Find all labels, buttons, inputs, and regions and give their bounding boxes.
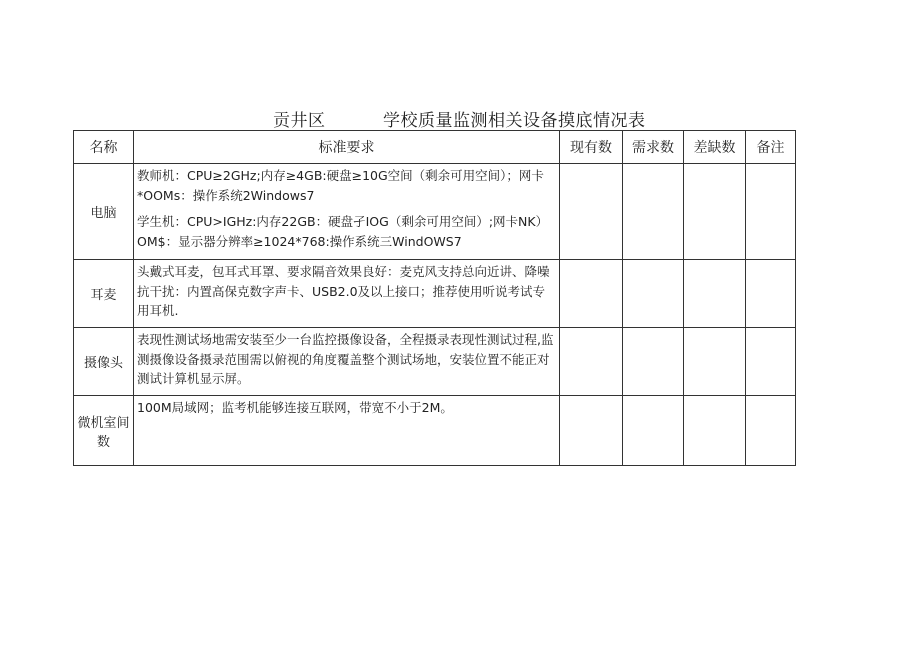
cell-existing[interactable]	[560, 328, 623, 396]
requirement-text: 学生机：CPU>IGHz:内存22GB：硬盘孑IOG（剩余可用空间）;网卡NK）OM$：显示器分辨率≥1024*768:操作系统三WindOWS7	[137, 214, 549, 249]
title-main: 学校质量监测相关设备摸底情况表	[383, 111, 646, 131]
table-row	[74, 260, 796, 328]
title-district: 贡井区	[273, 111, 326, 131]
cell-existing[interactable]	[560, 164, 623, 260]
table-row	[74, 328, 796, 396]
table-row	[74, 164, 796, 260]
row-name: 摄像头	[74, 328, 134, 396]
requirement-text: 头戴式耳麦，包耳式耳罩、要求隔音效果良好：麦克风支持总向近讲、降噪抗干扰：内置高保克数字声卡、USB2.0及以上接口；推荐使用听说考试专用耳机.	[137, 264, 550, 318]
requirement-text: 教师机：CPU≥2GHz;内存≥4GB:硬盘≥10G空间（剩余可用空间）；网卡*OOMs：操作系统2Windows7	[137, 168, 544, 203]
cell-remarks[interactable]	[746, 260, 796, 328]
header-existing: 现有数	[560, 131, 623, 164]
cell-shortage[interactable]	[684, 328, 746, 396]
cell-remarks[interactable]	[746, 164, 796, 260]
cell-remarks[interactable]	[746, 328, 796, 396]
document-title	[0, 106, 920, 130]
cell-shortage[interactable]	[684, 260, 746, 328]
equipment-survey-table	[73, 130, 796, 466]
cell-demand[interactable]	[623, 260, 684, 328]
cell-shortage[interactable]	[684, 164, 746, 260]
row-name: 电脑	[74, 164, 134, 260]
cell-shortage[interactable]	[684, 396, 746, 466]
requirement-text: 100M局域网；监考机能够连接互联网，带宽不小于2M。	[137, 400, 453, 415]
header-demand: 需求数	[623, 131, 684, 164]
row-requirements	[134, 164, 560, 260]
cell-existing[interactable]	[560, 396, 623, 466]
header-requirements: 标准要求	[134, 131, 560, 164]
row-name: 耳麦	[74, 260, 134, 328]
requirement-text: 表现性测试场地需安装至少一台监控摄像设备，全程摄录表现性测试过程,监测摄像设备摄录范围需以俯视的角度覆盖整个测试场地，安装位置不能正对测试计算机显示屏。	[137, 332, 554, 386]
cell-demand[interactable]	[623, 164, 684, 260]
row-requirements	[134, 260, 560, 328]
table-row	[74, 396, 796, 466]
cell-demand[interactable]	[623, 396, 684, 466]
row-requirements	[134, 328, 560, 396]
header-remarks: 备注	[746, 131, 796, 164]
row-name: 微机室间数	[74, 396, 134, 466]
row-requirements	[134, 396, 560, 466]
cell-demand[interactable]	[623, 328, 684, 396]
cell-remarks[interactable]	[746, 396, 796, 466]
cell-existing[interactable]	[560, 260, 623, 328]
header-name: 名称	[74, 131, 134, 164]
table-header-row	[74, 131, 796, 164]
header-shortage: 差缺数	[684, 131, 746, 164]
